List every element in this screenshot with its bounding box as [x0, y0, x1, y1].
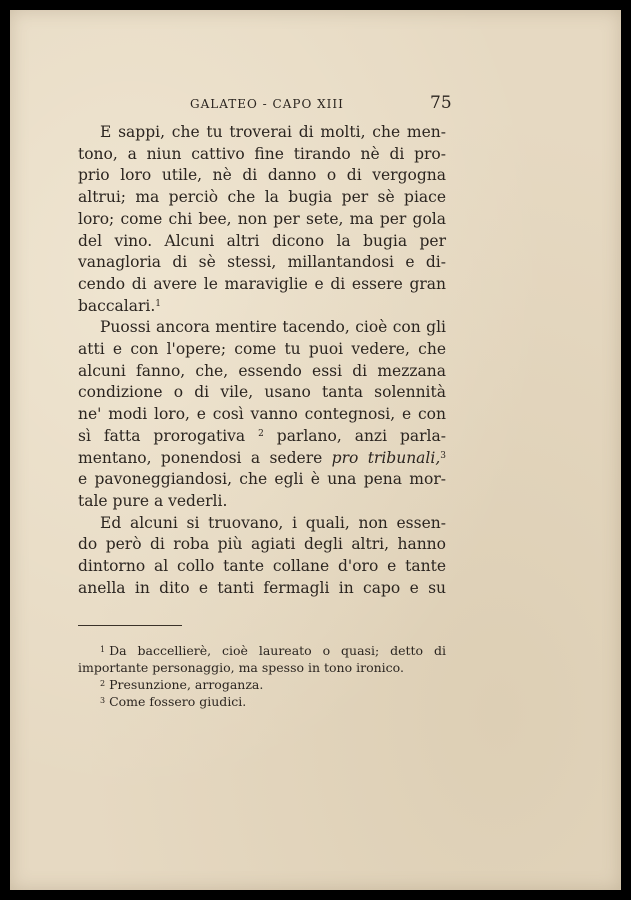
footnote [78, 642, 446, 659]
text-line [78, 296, 446, 318]
italic-phrase: pro tribunali, [331, 448, 441, 467]
text-line: altrui; ma perciò che la bugia per sè piace [78, 188, 446, 207]
text-line: alcuni fanno, che, essendo essi di mezzana [78, 361, 446, 380]
text-line: ne' modi loro, e così vanno contegnosi, e con [78, 405, 446, 424]
footnote [78, 676, 446, 693]
text-line: condizione o di vile, usano tanta solennità [78, 383, 446, 402]
footnote-continuation: importante personaggio, ma spesso in tono ironico. [78, 660, 404, 675]
text-line: cendo di avere le maraviglie e di essere gran [78, 274, 446, 293]
text-fragment: sì fatta prorogativa [78, 426, 246, 445]
text-fragment: baccalari. [78, 296, 156, 315]
footnote-text: Da baccellierè, cioè laureato o quasi; detto di [109, 643, 446, 658]
footnote-number: 3 [100, 696, 106, 705]
footnote-rule [78, 625, 182, 626]
footnote-text: Presunzione, arroganza. [109, 677, 264, 692]
text-line [78, 448, 446, 470]
text-line: Puossi ancora mentire tacendo, cioè con gli [100, 318, 446, 337]
text-line: do però di roba più agiati degli altri, hanno [78, 535, 446, 554]
text-line: dintorno al collo tante collane d'oro e tante [78, 557, 446, 576]
text-line: Ed alcuni si truovano, i quali, non essen- [100, 513, 446, 532]
footnote-text: Come fossero giudici. [109, 694, 247, 709]
text-line: prio loro utile, nè di danno o di vergogna [78, 166, 446, 185]
footnote-mark: 3 [440, 450, 446, 461]
text-line: del vino. Alcuni altri dicono la bugia per [78, 231, 446, 250]
text-line [78, 426, 446, 448]
text-line: tale pure a vederli. [78, 491, 228, 510]
text-line: e pavoneggiandosi, che egli è una pena mor- [78, 470, 446, 489]
footnotes [78, 642, 446, 710]
text-line: vanagloria di sè stessi, millantandosi e di- [78, 253, 446, 272]
footnote-mark: 1 [155, 298, 161, 309]
footnote-number: 2 [100, 679, 106, 688]
text-fragment: parlano, anzi parla- [276, 426, 446, 445]
text-line: atti e con l'opere; come tu puoi vedere, che [78, 340, 446, 359]
running-title: GALATEO - CAPO XIII [190, 97, 344, 111]
main-text [78, 122, 446, 599]
text-line: anella in dito e tanti fermagli in capo e su [78, 578, 446, 597]
text-line: loro; come chi bee, non per sete, ma per gola [78, 209, 446, 228]
footnote-mark: 2 [258, 428, 264, 439]
footnote [78, 693, 446, 710]
page-number: 75 [430, 93, 452, 113]
book-page [10, 10, 621, 890]
text-line: tono, a niun cattivo fine tirando nè di pro- [78, 144, 446, 163]
text-fragment: mentano, ponendosi a sedere [78, 448, 323, 467]
footnote-number: 1 [100, 645, 106, 654]
text-line: E sappi, che tu troverai di molti, che men- [100, 123, 446, 141]
